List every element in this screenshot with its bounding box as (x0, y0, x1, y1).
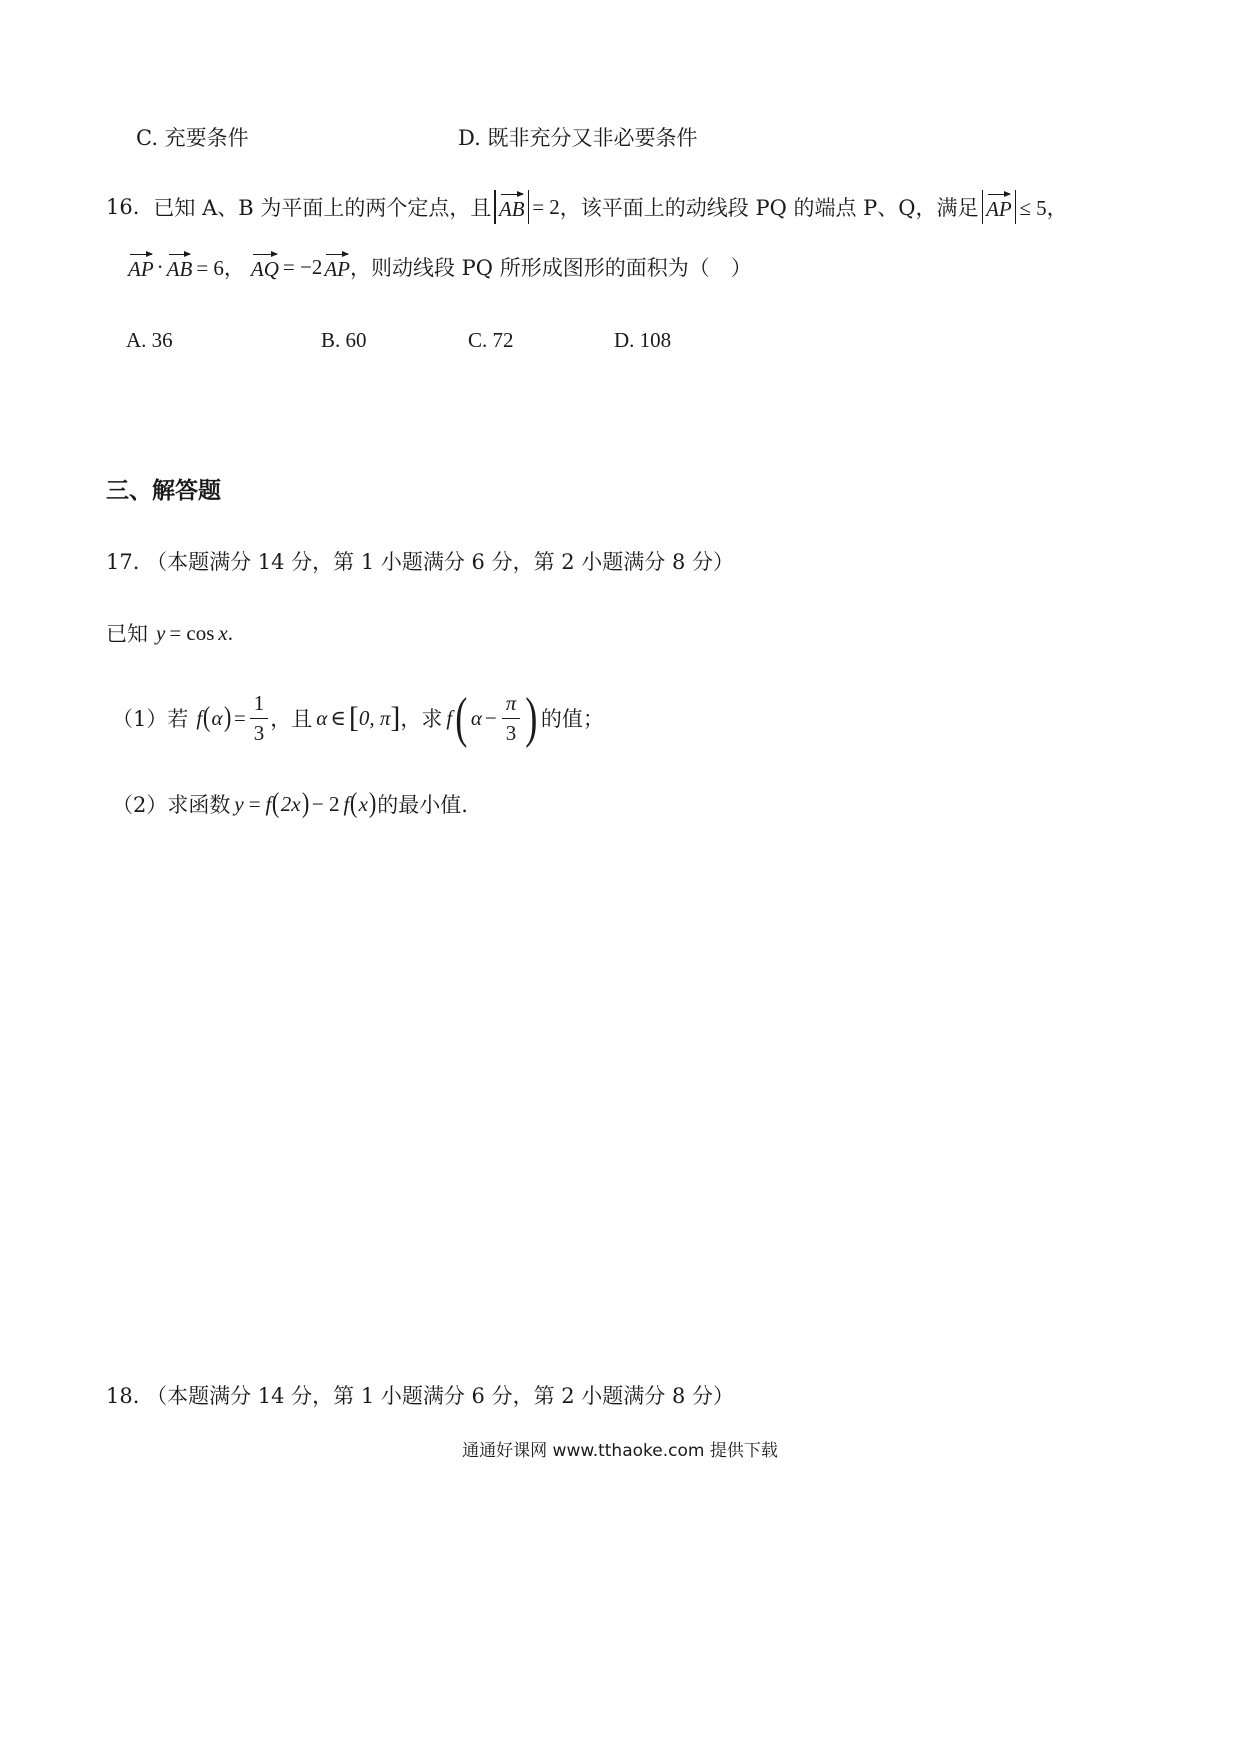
math-var-alpha: α (211, 705, 223, 730)
math-2x: 2x (280, 791, 301, 816)
q17-part-2-label: （2）求函数 (112, 793, 231, 817)
open-paren: ( (272, 788, 280, 819)
q17-given (106, 618, 233, 648)
q17-given-prefix: 已知 (106, 622, 148, 646)
vector-ap: AP (128, 253, 154, 282)
fraction-denominator: 3 (250, 718, 269, 746)
close-paren: ) (301, 788, 309, 819)
q15-option-d: D. 既非充分又非必要条件 (458, 126, 698, 150)
math-func-f: f (446, 705, 453, 730)
math-var-x: x (358, 791, 368, 816)
abs-bar-left (494, 190, 496, 224)
q16-option-b: B. 60 (321, 328, 367, 352)
fraction-pi-third (502, 691, 521, 746)
vector-ab: AB (499, 193, 525, 222)
q17-part-2-tail: 的最小值. (377, 793, 468, 817)
q16-line-2 (128, 252, 752, 282)
vector-aq: AQ (251, 253, 279, 282)
math-func-f: f (265, 791, 272, 816)
abs-bar-right (528, 190, 530, 224)
math-minus-2: − 2 (311, 791, 340, 816)
math-period: . (227, 620, 233, 645)
math-var-y: y (234, 791, 244, 816)
q17-header: 17. （本题满分 14 分，第 1 小题满分 6 分，第 2 小题满分 8 分） (106, 550, 734, 574)
q16-eq-6: = 6， (196, 256, 245, 280)
q17-part-2 (112, 788, 468, 820)
q16-le-5: ≤ 5， (1019, 196, 1068, 220)
abs-bar-right (1015, 190, 1017, 224)
q16-text-1: 已知 A、B 为平面上的两个定点，且 (153, 196, 492, 220)
open-paren: ( (203, 702, 211, 733)
q17-part-1-seek: ，求 (400, 707, 443, 731)
open-bracket: [ (348, 701, 359, 734)
big-close-paren: ) (525, 687, 538, 749)
math-interval-0-pi: 0, π (358, 705, 391, 730)
q18-header: 18. （本题满分 14 分，第 1 小题满分 6 分，第 2 小题满分 8 分） (106, 1384, 734, 1408)
q16-option-c: C. 72 (468, 328, 514, 352)
abs-bar-left (982, 190, 984, 224)
fraction-numerator: 1 (253, 690, 265, 715)
q16-number: 16. (106, 195, 140, 219)
q16-text-3: ，则动线段 PQ 所形成图形的面积为（ ） (350, 256, 752, 280)
q17-part-1-label: （1）若 (112, 707, 189, 731)
vector-ap: AP (324, 253, 350, 282)
q17-part-1-and: ，且 (270, 707, 313, 731)
q16-line-1 (106, 190, 1068, 224)
math-var-alpha: α (470, 705, 482, 730)
math-minus: − (484, 705, 497, 730)
math-eq-cos: = cos (169, 620, 215, 645)
fraction-one-third (250, 691, 269, 746)
footer-text: 通通好课网 www.tthaoke.com 提供下载 (462, 1441, 778, 1461)
math-var-y: y (156, 620, 166, 645)
section-heading: 三、解答题 (106, 478, 221, 504)
math-func-f: f (343, 791, 350, 816)
math-var-x: x (218, 620, 228, 645)
close-bracket: ] (390, 701, 401, 734)
close-paren: ) (368, 788, 377, 819)
math-element-of: ∈ (330, 705, 346, 730)
fraction-denominator: 3 (502, 718, 521, 746)
vector-ap: AP (986, 193, 1012, 222)
big-open-paren: ( (455, 687, 468, 749)
fraction-numerator: π (505, 690, 517, 715)
q16-option-a: A. 36 (126, 328, 173, 352)
math-func-f: f (196, 705, 203, 730)
q15-option-c: C. 充要条件 (136, 126, 249, 150)
q16-eq-neg2: = −2 (282, 254, 323, 279)
vector-ab: AB (167, 253, 193, 282)
q17-part-1 (112, 686, 604, 750)
math-var-alpha: α (316, 705, 328, 730)
q16-option-d: D. 108 (614, 328, 672, 352)
q16-eq-2: = 2 (532, 194, 560, 219)
math-equals: = (233, 705, 246, 730)
q16-text-2: ，该平面上的动线段 PQ 的端点 P、Q，满足 (559, 196, 979, 220)
close-paren: ) (223, 702, 231, 733)
open-paren: ( (350, 788, 358, 819)
dot-operator: · (156, 254, 164, 279)
math-equals: = (248, 791, 261, 816)
q17-part-1-tail: 的值； (540, 707, 604, 731)
